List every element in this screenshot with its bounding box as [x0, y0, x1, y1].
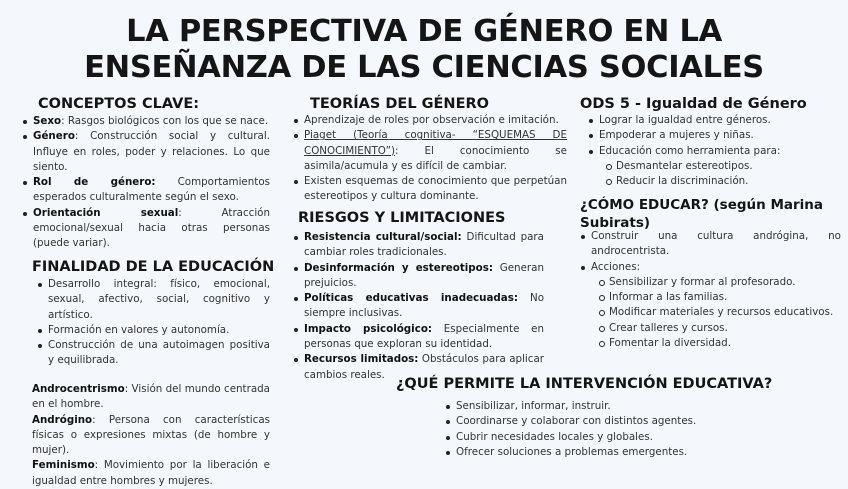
sub-list-item: Reducir la discriminación.: [605, 174, 838, 189]
intervencion-heading: ¿QUÉ PERMITE LA INTERVENCIÓN EDUCATIVA?: [396, 376, 773, 392]
list-item: Formación en valores y autonomía.: [37, 323, 270, 338]
list-item: Impacto psicológico: Especialmente en personas que exploran su identidad.: [293, 322, 544, 353]
list-item: Construcción de una autoimagen positiva y equilibrada.: [37, 338, 270, 369]
ods-heading: ODS 5 - Igualdad de Género: [580, 96, 807, 112]
page-title: [0, 14, 848, 86]
sub-list-item: Desmantelar estereotipos.: [605, 159, 838, 174]
term: Orientación sexual: [33, 206, 179, 219]
definiciones-section: [32, 382, 270, 489]
definition-paragraph: Andrógino: Persona con características físicas o expresiones mixtas (de hombre y mujer).: [32, 413, 270, 457]
list-item: Aprendizaje de roles por observación e imitación.: [293, 113, 567, 128]
list-item: Recursos limitados: Obstáculos para aplicar cambios reales.: [293, 352, 544, 383]
list-item: Empoderar a mujeres y niñas.: [588, 128, 838, 143]
piaget-link-text: Piaget (Teoría cognitiva- “ESQUEMAS DE CONOCIMIENTO”): [304, 129, 567, 157]
list-item: Sexo: Rasgos biológicos con los que se nace.: [22, 114, 270, 129]
ods-section: [588, 113, 838, 189]
list-item: Resistencia cultural/social: Dificultad para cambiar roles tradicionales.: [293, 230, 544, 261]
finalidad-heading: FINALIDAD DE LA EDUCACIÓN: [32, 259, 275, 275]
list-item: Desinformación y estereotipos: Generan prejuicios.: [293, 261, 544, 292]
como-heading: ¿CÓMO EDUCAR? (según Marina Subirats): [580, 197, 823, 231]
list-item: Construir una cultura andrógina, no androcentrista.: [580, 229, 841, 260]
teorias-section: [293, 113, 567, 205]
list-item: Orientación sexual: Atracción emocional/sexual hacia otras personas (puede variar).: [22, 206, 270, 252]
term: Sexo: [33, 115, 62, 127]
sub-list-item: Fomentar la diversidad.: [598, 336, 841, 351]
definition: Rasgos biológicos con los que se nace.: [67, 115, 269, 127]
conceptos-section: [22, 114, 270, 252]
riesgos-heading: RIESGOS Y LIMITACIONES: [298, 210, 506, 226]
intervencion-section: [445, 399, 765, 460]
list-item: Sensibilizar, informar, instruir.: [445, 399, 765, 414]
conceptos-heading: CONCEPTOS CLAVE:: [38, 96, 200, 112]
riesgos-section: [293, 230, 544, 383]
definition: Construcción social y cultural. Influye en roles, poder y relaciones. Lo que siento.: [33, 130, 271, 173]
list-item: Género: Construcción social y cultural. Influye en roles, poder y relaciones. Lo que siento.: [22, 129, 270, 175]
finalidad-section: [37, 277, 270, 369]
title-line-1: LA PERSPECTIVA DE GÉNERO EN LA: [126, 14, 722, 49]
definition: Atracción emocional/sexual hacia otras personas (puede variar).: [33, 206, 270, 250]
term: Rol de género:: [33, 176, 156, 189]
sub-list-item: Crear talleres y cursos.: [598, 321, 841, 336]
list-item: Políticas educativas inadecuadas: No siempre inclusivas.: [293, 291, 544, 322]
list-item: Educación como herramienta para:: [588, 144, 838, 159]
definition: Comportamientos esperados culturalmente según el sexo.: [33, 176, 270, 204]
list-item: Piaget (Teoría cognitiva- “ESQUEMAS DE CONOCIMIENTO”): El conocimiento se asimila/acumula y es difícil de cambiar.: [293, 128, 567, 174]
list-item: Acciones:: [580, 260, 841, 275]
sub-list-item: Modificar materiales y recursos educativos.: [598, 305, 841, 320]
title-line-2: ENSEÑANZA DE LAS CIENCIAS SOCIALES: [84, 50, 764, 85]
teorias-heading: TEORÍAS DEL GÉNERO: [310, 96, 489, 112]
list-item: Ofrecer soluciones a problemas emergentes.: [445, 445, 765, 460]
como-section: [580, 229, 841, 351]
term: Género: [33, 130, 75, 143]
definition-paragraph: Androcentrismo: Visión del mundo centrada en el hombre.: [32, 383, 270, 411]
list-item: Desarrollo integral: físico, emocional, sexual, afectivo, social, cognitivo y artístico.: [37, 277, 270, 323]
list-item: Cubrir necesidades locales y globales.: [445, 430, 765, 445]
list-item: [22, 175, 270, 206]
list-item: Existen esquemas de conocimiento que perpetúan estereotipos y cultura dominante.: [293, 174, 567, 205]
sub-list-item: Informar a las familias.: [598, 290, 841, 305]
list-item: Coordinarse y colaborar con distintos agentes.: [445, 414, 765, 429]
list-item: Lograr la igualdad entre géneros.: [588, 113, 838, 128]
sub-list-item: Sensibilizar y formar al profesorado.: [598, 275, 841, 290]
definition-paragraph: Feminismo: Movimiento por la liberación e igualdad entre hombres y mujeres.: [32, 459, 270, 487]
